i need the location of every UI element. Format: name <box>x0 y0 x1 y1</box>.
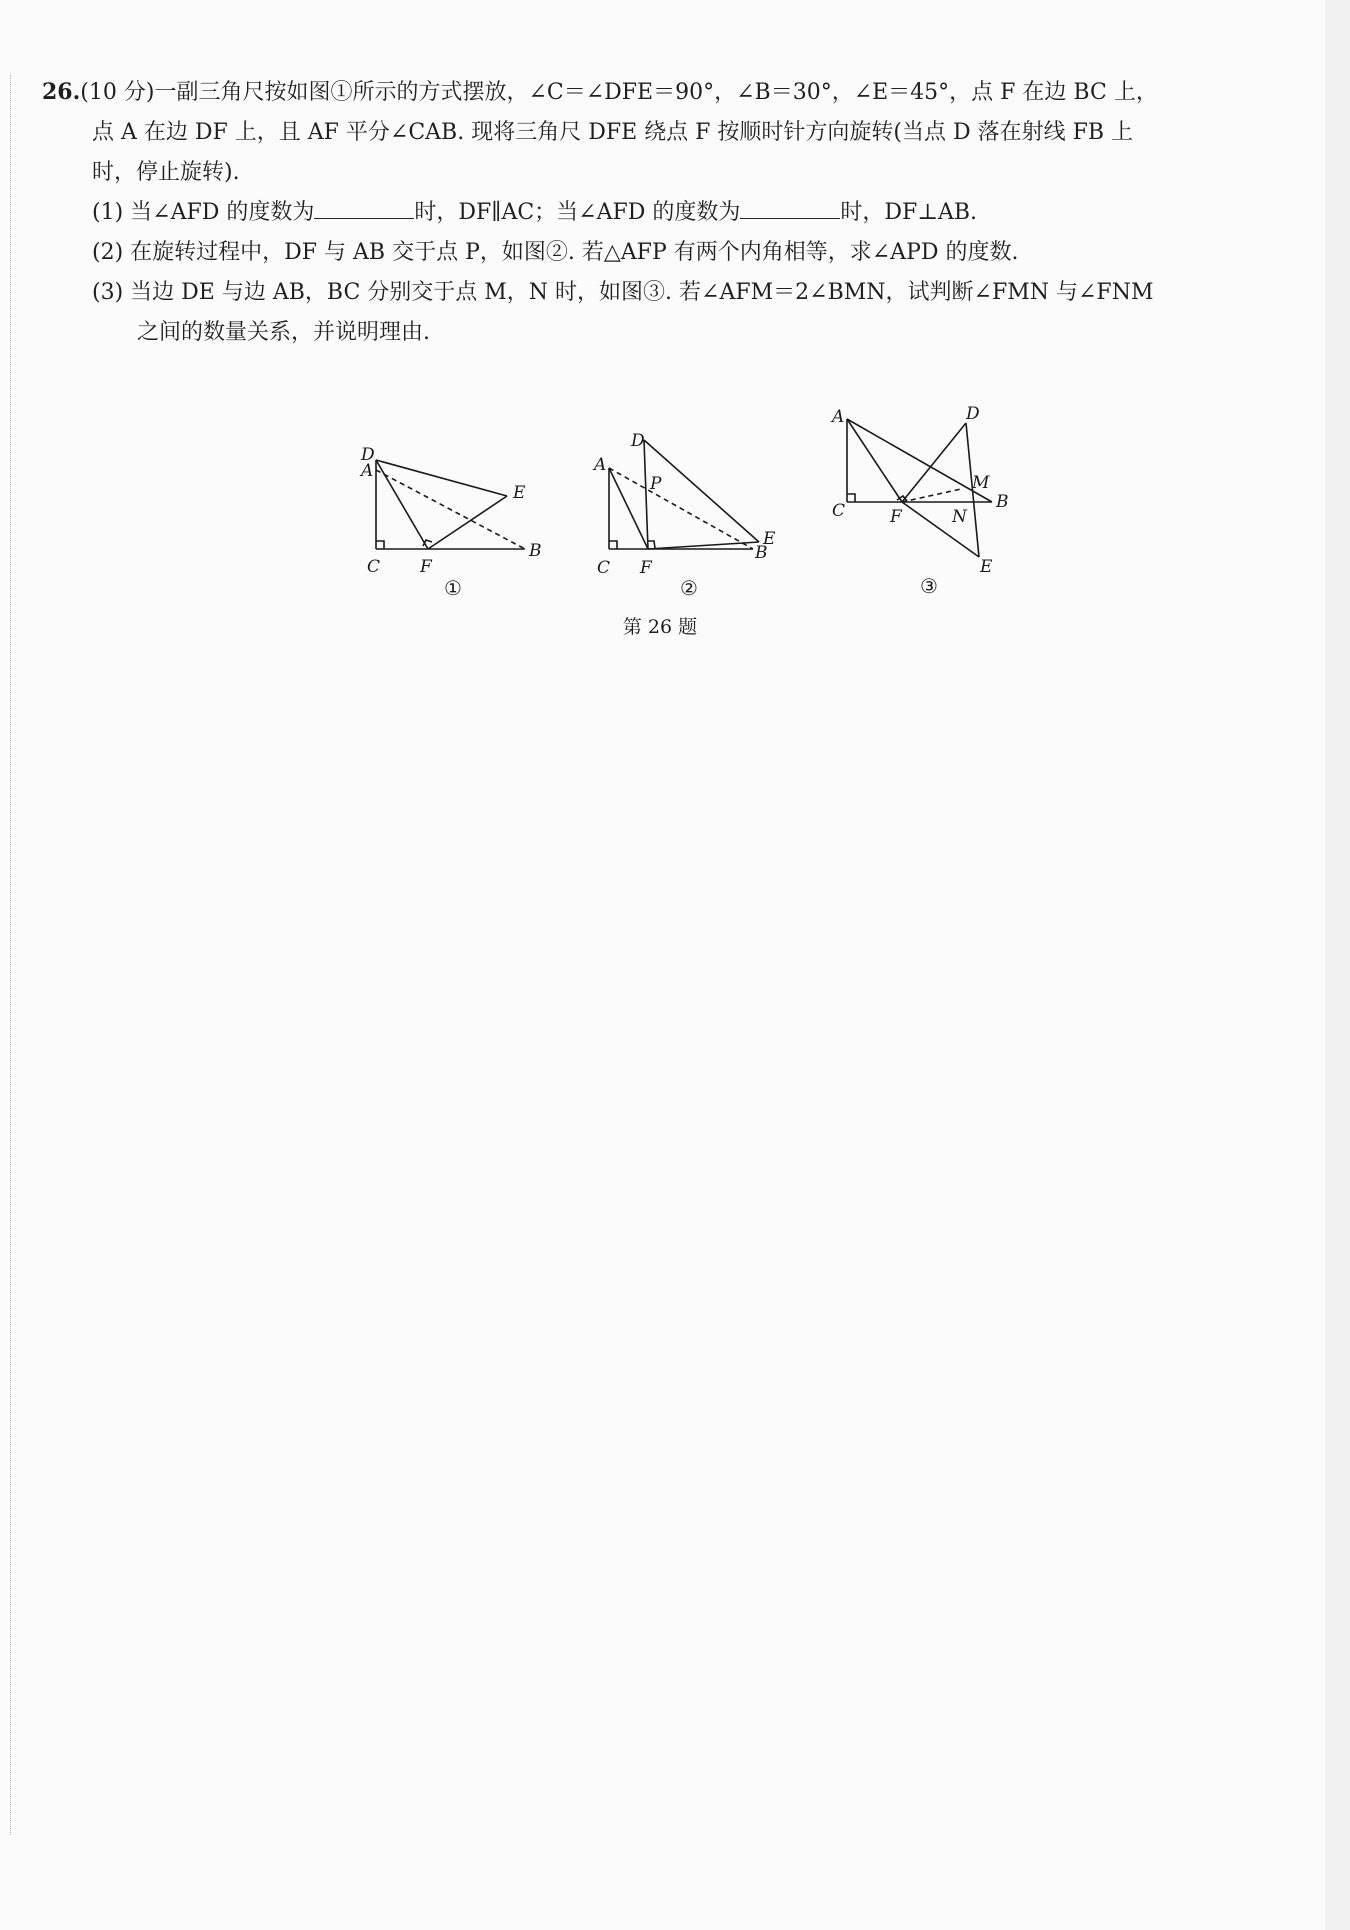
problem-points: (10 分) <box>80 80 155 105</box>
figure-2 <box>583 432 783 600</box>
segment-FE <box>902 502 979 557</box>
figure-3 <box>820 400 1020 598</box>
binding-margin-line <box>10 75 11 1835</box>
point-D: D <box>631 432 645 451</box>
point-E: E <box>763 529 776 549</box>
point-F: F <box>420 557 432 577</box>
point-P: P <box>650 474 662 494</box>
problem-26 <box>42 72 1292 353</box>
point-E: E <box>980 557 993 577</box>
segment-AB-dashed <box>609 468 753 549</box>
point-D: D <box>966 404 980 424</box>
problem-statement-line-1 <box>42 72 1292 113</box>
point-N: N <box>952 507 967 527</box>
answer-blank-1 <box>314 194 414 219</box>
question-1-part-b: 时，DF∥AC；当∠AFD 的度数为 <box>414 200 741 225</box>
segment-AB-dashed <box>376 470 525 549</box>
point-A: A <box>832 407 845 427</box>
statement-line-3: 时，停止旋转). <box>92 160 240 185</box>
point-B: B <box>996 492 1009 512</box>
point-F: F <box>890 507 902 527</box>
question-3-line-1: (3) 当边 DE 与边 AB，BC 分别交于点 M，N 时，如图③. 若∠AFM＝2∠BMN，试判断∠FMN 与∠FNM <box>92 280 1154 305</box>
figure-2-diagram <box>583 432 783 582</box>
question-3-line-2: 之间的数量关系，并说明理由. <box>137 320 430 345</box>
figure-1-diagram <box>355 440 555 580</box>
segment-AF <box>847 419 902 502</box>
point-F: F <box>640 558 652 578</box>
point-A: A <box>594 455 607 475</box>
right-angle-mark-C <box>847 494 855 502</box>
figure-1-label: ① <box>444 576 462 600</box>
question-1-part-c: 时，DF⊥AB. <box>840 200 978 225</box>
question-1 <box>42 193 1292 233</box>
statement-line-1: 一副三角尺按如图①所示的方式摆放，∠C＝∠DFE＝90°，∠B＝30°，∠E＝45°，点 F 在边 BC 上， <box>154 80 1158 105</box>
point-C: C <box>367 557 381 577</box>
right-angle-mark-C <box>609 541 617 549</box>
right-angle-mark-C <box>376 541 384 549</box>
point-D: D <box>361 445 375 465</box>
point-C: C <box>832 501 846 521</box>
point-M: M <box>972 473 990 493</box>
question-1-part-a: (1) 当∠AFD 的度数为 <box>92 200 315 225</box>
segment-DF <box>376 460 428 549</box>
statement-line-2: 点 A 在边 DF 上，且 AF 平分∠CAB. 现将三角尺 DFE 绕点 F 按顺时针方向旋转(当点 D 落在射线 FB 上 <box>92 120 1134 145</box>
segment-AF <box>609 468 648 549</box>
question-2: (2) 在旋转过程中，DF 与 AB 交于点 P，如图②. 若△AFP 有两个内角相等，求∠APD 的度数. <box>92 240 1019 265</box>
figure-3-label: ③ <box>920 574 938 598</box>
figure-2-label: ② <box>680 576 698 600</box>
problem-number: 26. <box>42 79 81 105</box>
point-B: B <box>529 541 542 561</box>
point-B: B <box>755 543 768 563</box>
answer-blank-2 <box>740 194 840 219</box>
figure-3-diagram <box>820 400 1020 580</box>
point-A: A <box>361 461 374 481</box>
figure-1 <box>355 440 555 600</box>
figure-caption: 第 26 题 <box>622 616 698 638</box>
segment-DE <box>376 460 507 496</box>
segment-FE <box>648 542 759 549</box>
point-C: C <box>597 558 611 578</box>
right-angle-mark-F <box>423 540 432 546</box>
point-E: E <box>513 483 526 503</box>
segment-DF <box>644 440 648 549</box>
